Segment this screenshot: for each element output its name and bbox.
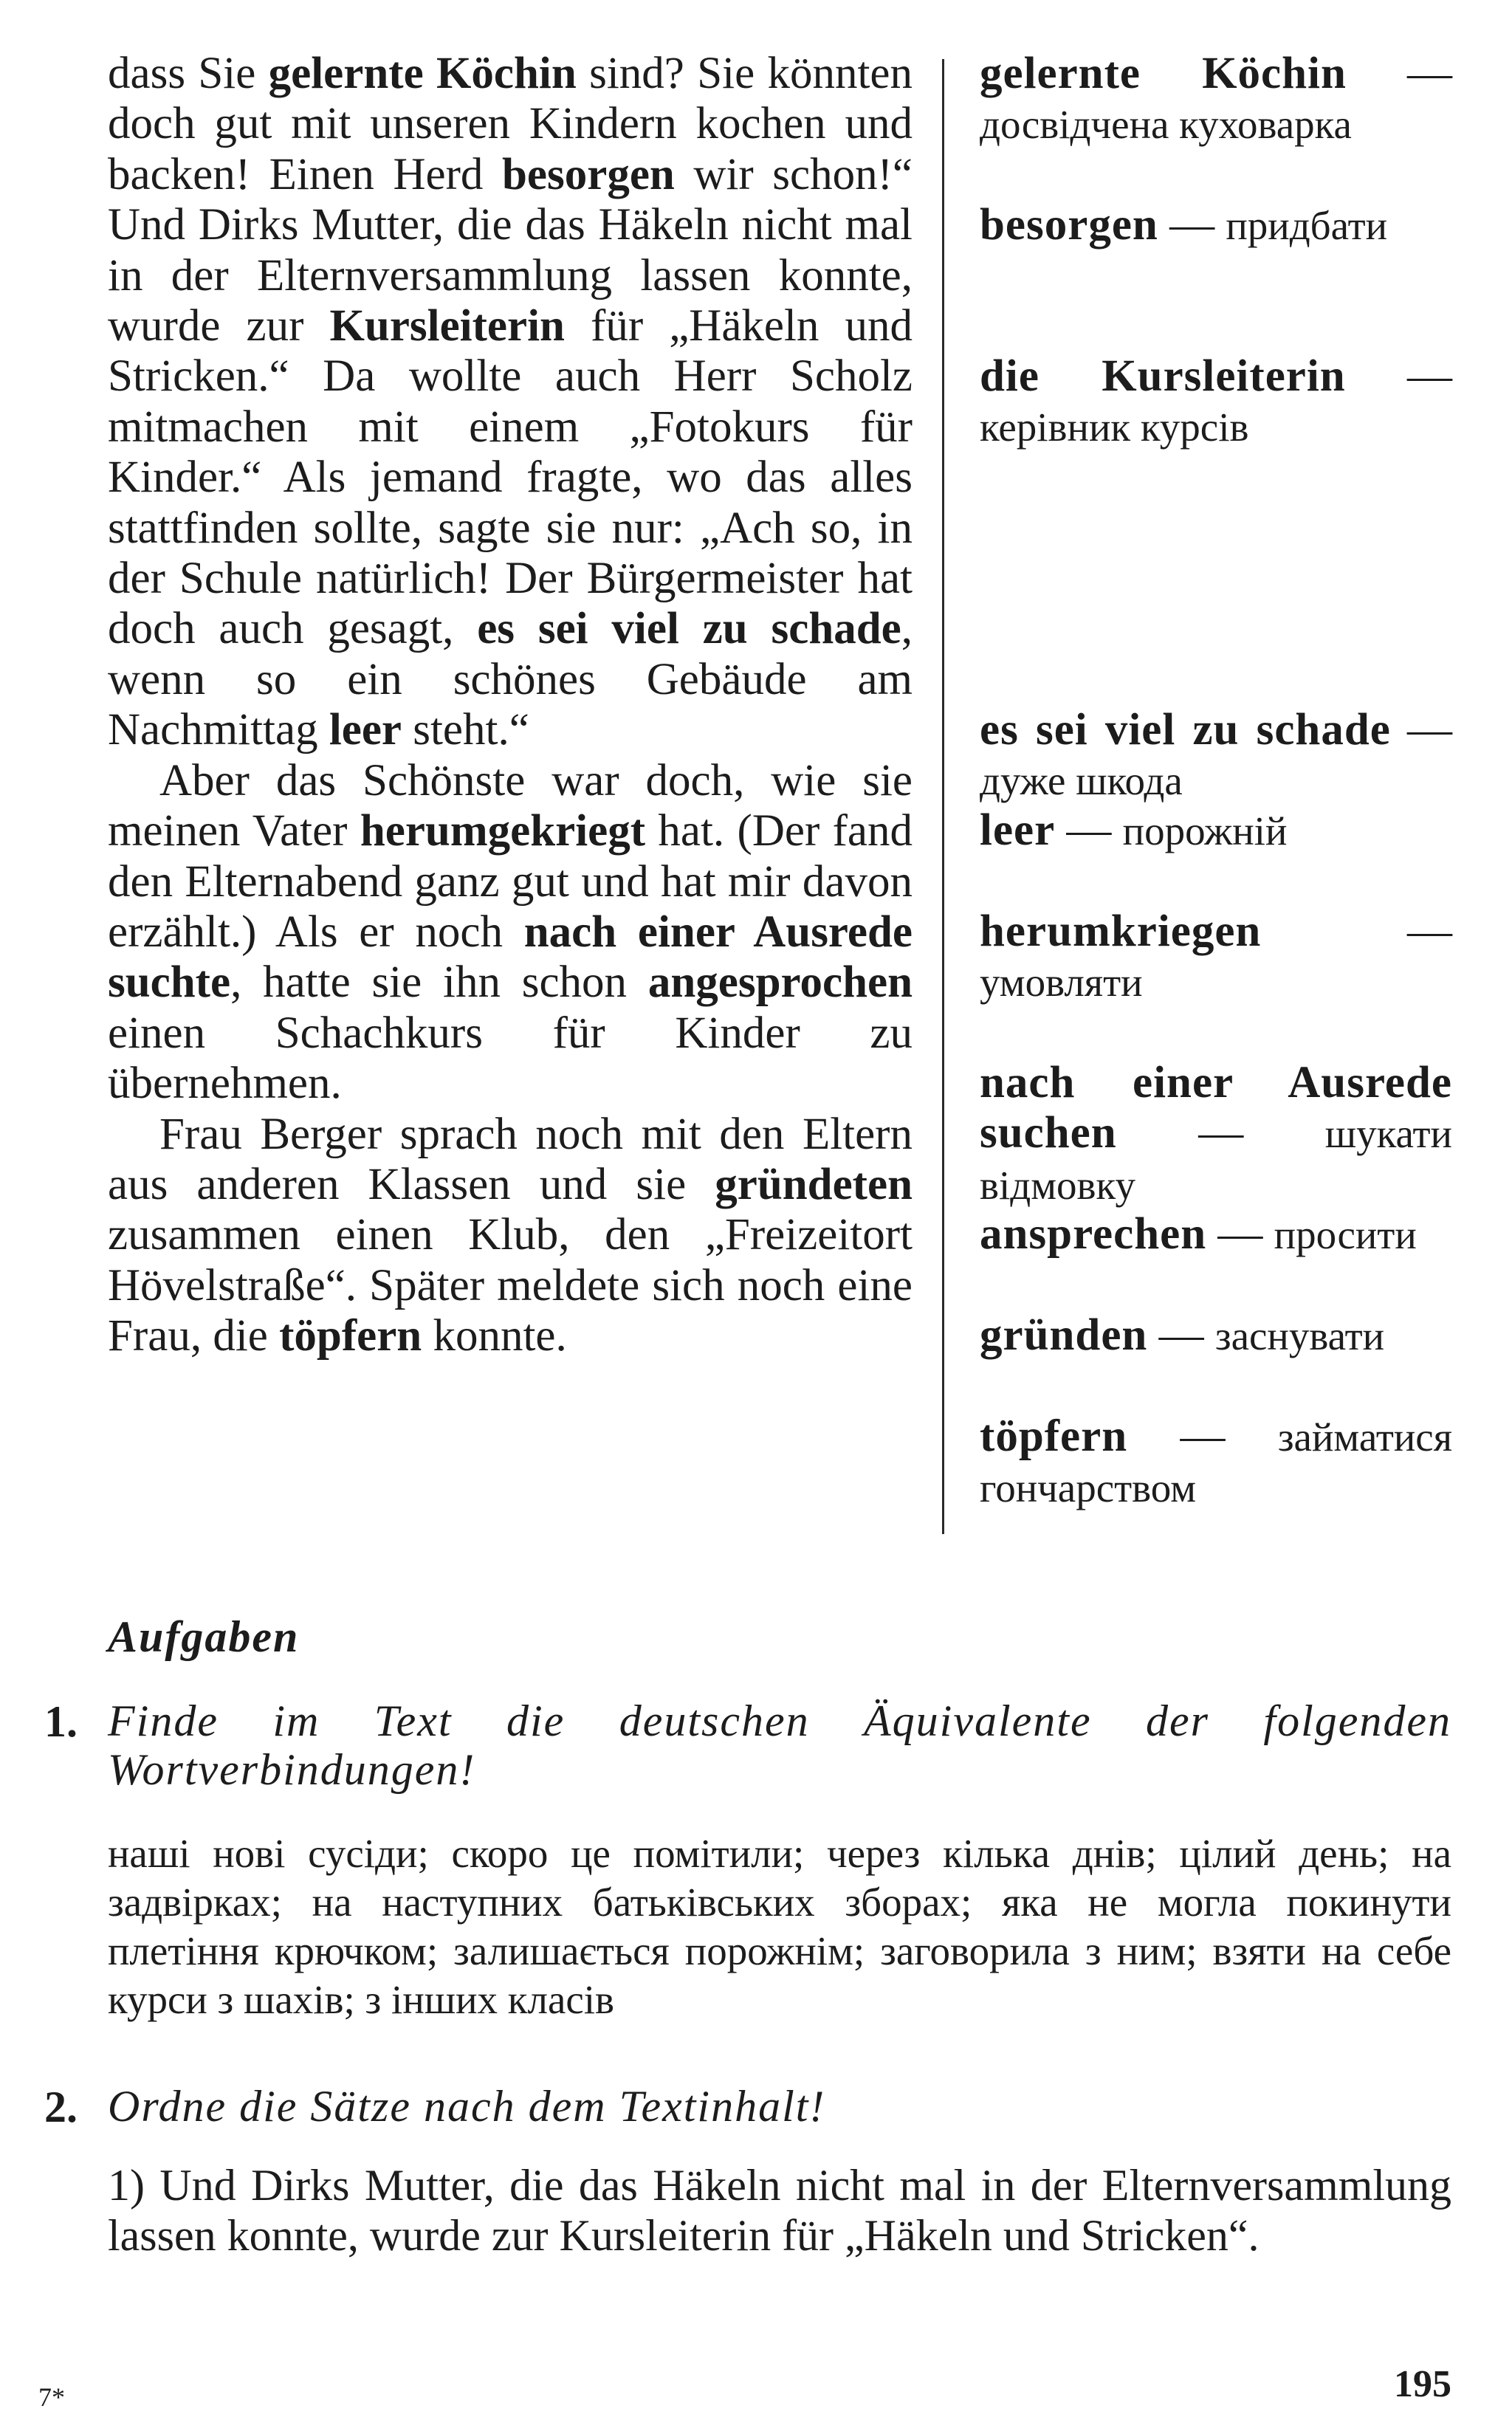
bold-term: gelernte Köchin <box>268 49 577 98</box>
bold-term: gründeten <box>715 1159 913 1209</box>
page-number: 195 <box>1394 2363 1451 2405</box>
section-heading: Aufgaben <box>108 1612 300 1661</box>
glossary-entry: die Kursleiterin — керівник курсів <box>980 351 1452 450</box>
glossary-entry: nach einer Ausrede suchen — шукати відмовку <box>980 1058 1452 1208</box>
bold-term: herumgekriegt <box>360 806 646 856</box>
glossary-entry: besorgen — придбати <box>980 200 1388 250</box>
bold-term: besorgen <box>502 149 675 199</box>
paragraph-2: Aber das Schönste war doch, wie sie meinen Vater herumgekriegt hat. (Der fand den Elternabend ganz gut und hat mir davon erzählt.) Als er noch nach einer Ausrede suchte, hatte sie ihn schon angesprochen einen Schachkurs für Kinder zu übernehmen. <box>108 755 913 1109</box>
glossary-entry: herumkriegen — умовляти <box>980 907 1452 1006</box>
bold-term: Kursleiterin <box>329 301 565 351</box>
task-title: Finde im Text die deutschen Äquivalente der folgenden Wortverbindungen! <box>108 1697 1451 1794</box>
glossary-entry: es sei viel zu schade — дуже шкода <box>980 705 1452 804</box>
glossary-entry: töpfern — займатися гончарством <box>980 1412 1452 1511</box>
paragraph-1: dass Sie gelernte Köchin sind? Sie könnten doch gut mit unseren Kindern kochen und backen! Einen Herd besorgen wir schon!“ Und Dirks Mutter, die das Häkeln nicht mal in der Elternversammlung lassen konnte, wurde zur Kursleiterin für „Häkeln und Stricken.“ Da wollte auch Herr Scholz mitmachen mit einem „Fotokurs für Kinder.“ Als jemand fragte, wo das alles stattfinden sollte, sagte sie nur: „Ach so, in der Schule natürlich! Der Bürgermeister hat doch auch gesagt, es sei viel zu schade, wenn so ein schönes Gebäude am Nachmittag leer steht.“ <box>108 49 913 755</box>
task-text: наші нові сусіди; скоро це помітили; через кілька днів; цілий день; на задвірках; на наступних батьківських зборах; яка не могла покинути плетіння крючком; залишається порожнім; заговорила з ним; взяти на себе курси з шахів; з інших класів <box>108 1831 1451 2022</box>
paragraph-3: Frau Berger sprach noch mit den Eltern aus anderen Klassen und sie gründeten zusammen einen Klub, den „Freizeitort Hövelstraße“. Später meldete sich noch eine Frau, die töpfern konnte. <box>108 1109 913 1361</box>
task-number: 1. <box>44 1697 78 1746</box>
task-title: Ordne die Sätze nach dem Textinhalt! <box>108 2082 826 2131</box>
signature-mark: 7* <box>38 2382 65 2412</box>
task-number: 2. <box>44 2083 78 2131</box>
glossary-entry: ansprechen — просити <box>980 1209 1417 1259</box>
bold-term: nach einer Ausrede suchte <box>108 907 913 1008</box>
glossary-entry: gründen — заснувати <box>980 1310 1385 1360</box>
bold-term: angesprochen <box>647 958 913 1008</box>
bold-term: leer <box>329 705 402 755</box>
task-text: 1) Und Dirks Mutter, die das Häkeln nicht mal in der Elternversammlung lassen konnte, wurde zur Kursleiterin für „Häkeln und Stricken“. <box>108 2161 1451 2260</box>
column-divider <box>942 59 944 1534</box>
bold-term: es sei viel zu schade <box>477 604 901 654</box>
bold-term: töpfern <box>279 1311 422 1361</box>
glossary-entry: gelernte Köchin — досвідчена куховарка <box>980 49 1452 148</box>
glossary-entry: leer — порожній <box>980 805 1288 855</box>
main-text-column <box>108 49 913 1362</box>
